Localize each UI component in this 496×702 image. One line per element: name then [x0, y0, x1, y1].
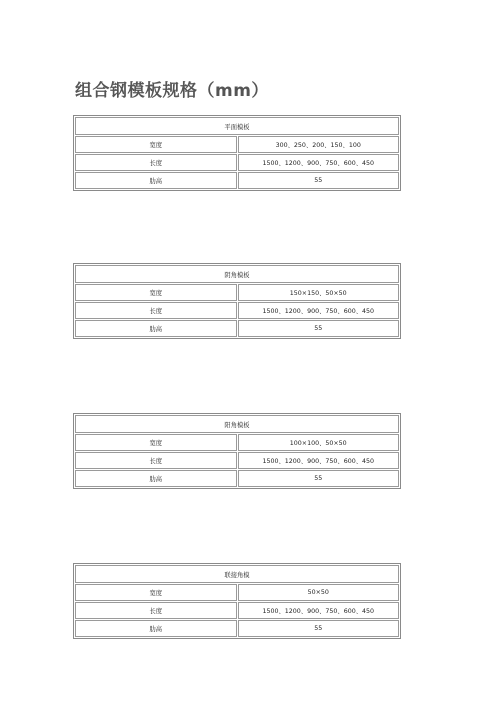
- page-title: 组合钢模板规格（mm）: [75, 81, 269, 101]
- table-header-row: [75, 117, 399, 135]
- table-row: [75, 302, 399, 319]
- row-value-width: 100×100、50×50: [238, 434, 400, 451]
- row-label-width: 宽度: [75, 434, 237, 451]
- table-row: [75, 434, 399, 451]
- table-row: [75, 620, 399, 637]
- table-header: 联接角模: [75, 565, 399, 583]
- row-value-rib-height: 55: [238, 620, 400, 637]
- row-value-rib-height: 55: [238, 172, 400, 189]
- row-label-length: 长度: [75, 602, 237, 619]
- row-value-width: 50×50: [238, 584, 400, 601]
- table-header: 平面模板: [75, 117, 399, 135]
- table-row: [75, 320, 399, 337]
- table-header-row: [75, 565, 399, 583]
- row-label-rib-height: 肋高: [75, 620, 237, 637]
- row-value-rib-height: 55: [238, 470, 400, 487]
- row-value-rib-height: 55: [238, 320, 400, 337]
- spec-table-outside-corner-formwork: [73, 413, 401, 489]
- row-label-width: 宽度: [75, 136, 237, 153]
- spec-table-connecting-corner: [73, 563, 401, 639]
- table-header-row: [75, 415, 399, 433]
- spec-table-inside-corner-formwork: [73, 263, 401, 339]
- row-value-length: 1500、1200、900、750、600、450: [238, 452, 400, 469]
- row-label-rib-height: 肋高: [75, 172, 237, 189]
- row-value-length: 1500、1200、900、750、600、450: [238, 302, 400, 319]
- table-header: 阴角模板: [75, 265, 399, 283]
- row-label-width: 宽度: [75, 584, 237, 601]
- table-row: [75, 584, 399, 601]
- row-label-length: 长度: [75, 154, 237, 171]
- spec-table-flat-formwork: [73, 115, 401, 191]
- table-row: [75, 154, 399, 171]
- table-row: [75, 452, 399, 469]
- table-header: 阳角模板: [75, 415, 399, 433]
- row-label-length: 长度: [75, 452, 237, 469]
- row-label-width: 宽度: [75, 284, 237, 301]
- row-value-width: 150×150、50×50: [238, 284, 400, 301]
- row-label-rib-height: 肋高: [75, 470, 237, 487]
- table-row: [75, 136, 399, 153]
- table-header-row: [75, 265, 399, 283]
- row-value-length: 1500、1200、900、750、600、450: [238, 602, 400, 619]
- table-row: [75, 284, 399, 301]
- row-label-rib-height: 肋高: [75, 320, 237, 337]
- table-row: [75, 172, 399, 189]
- row-value-width: 300、250、200、150、100: [238, 136, 400, 153]
- row-label-length: 长度: [75, 302, 237, 319]
- table-row: [75, 602, 399, 619]
- row-value-length: 1500、1200、900、750、600、450: [238, 154, 400, 171]
- table-row: [75, 470, 399, 487]
